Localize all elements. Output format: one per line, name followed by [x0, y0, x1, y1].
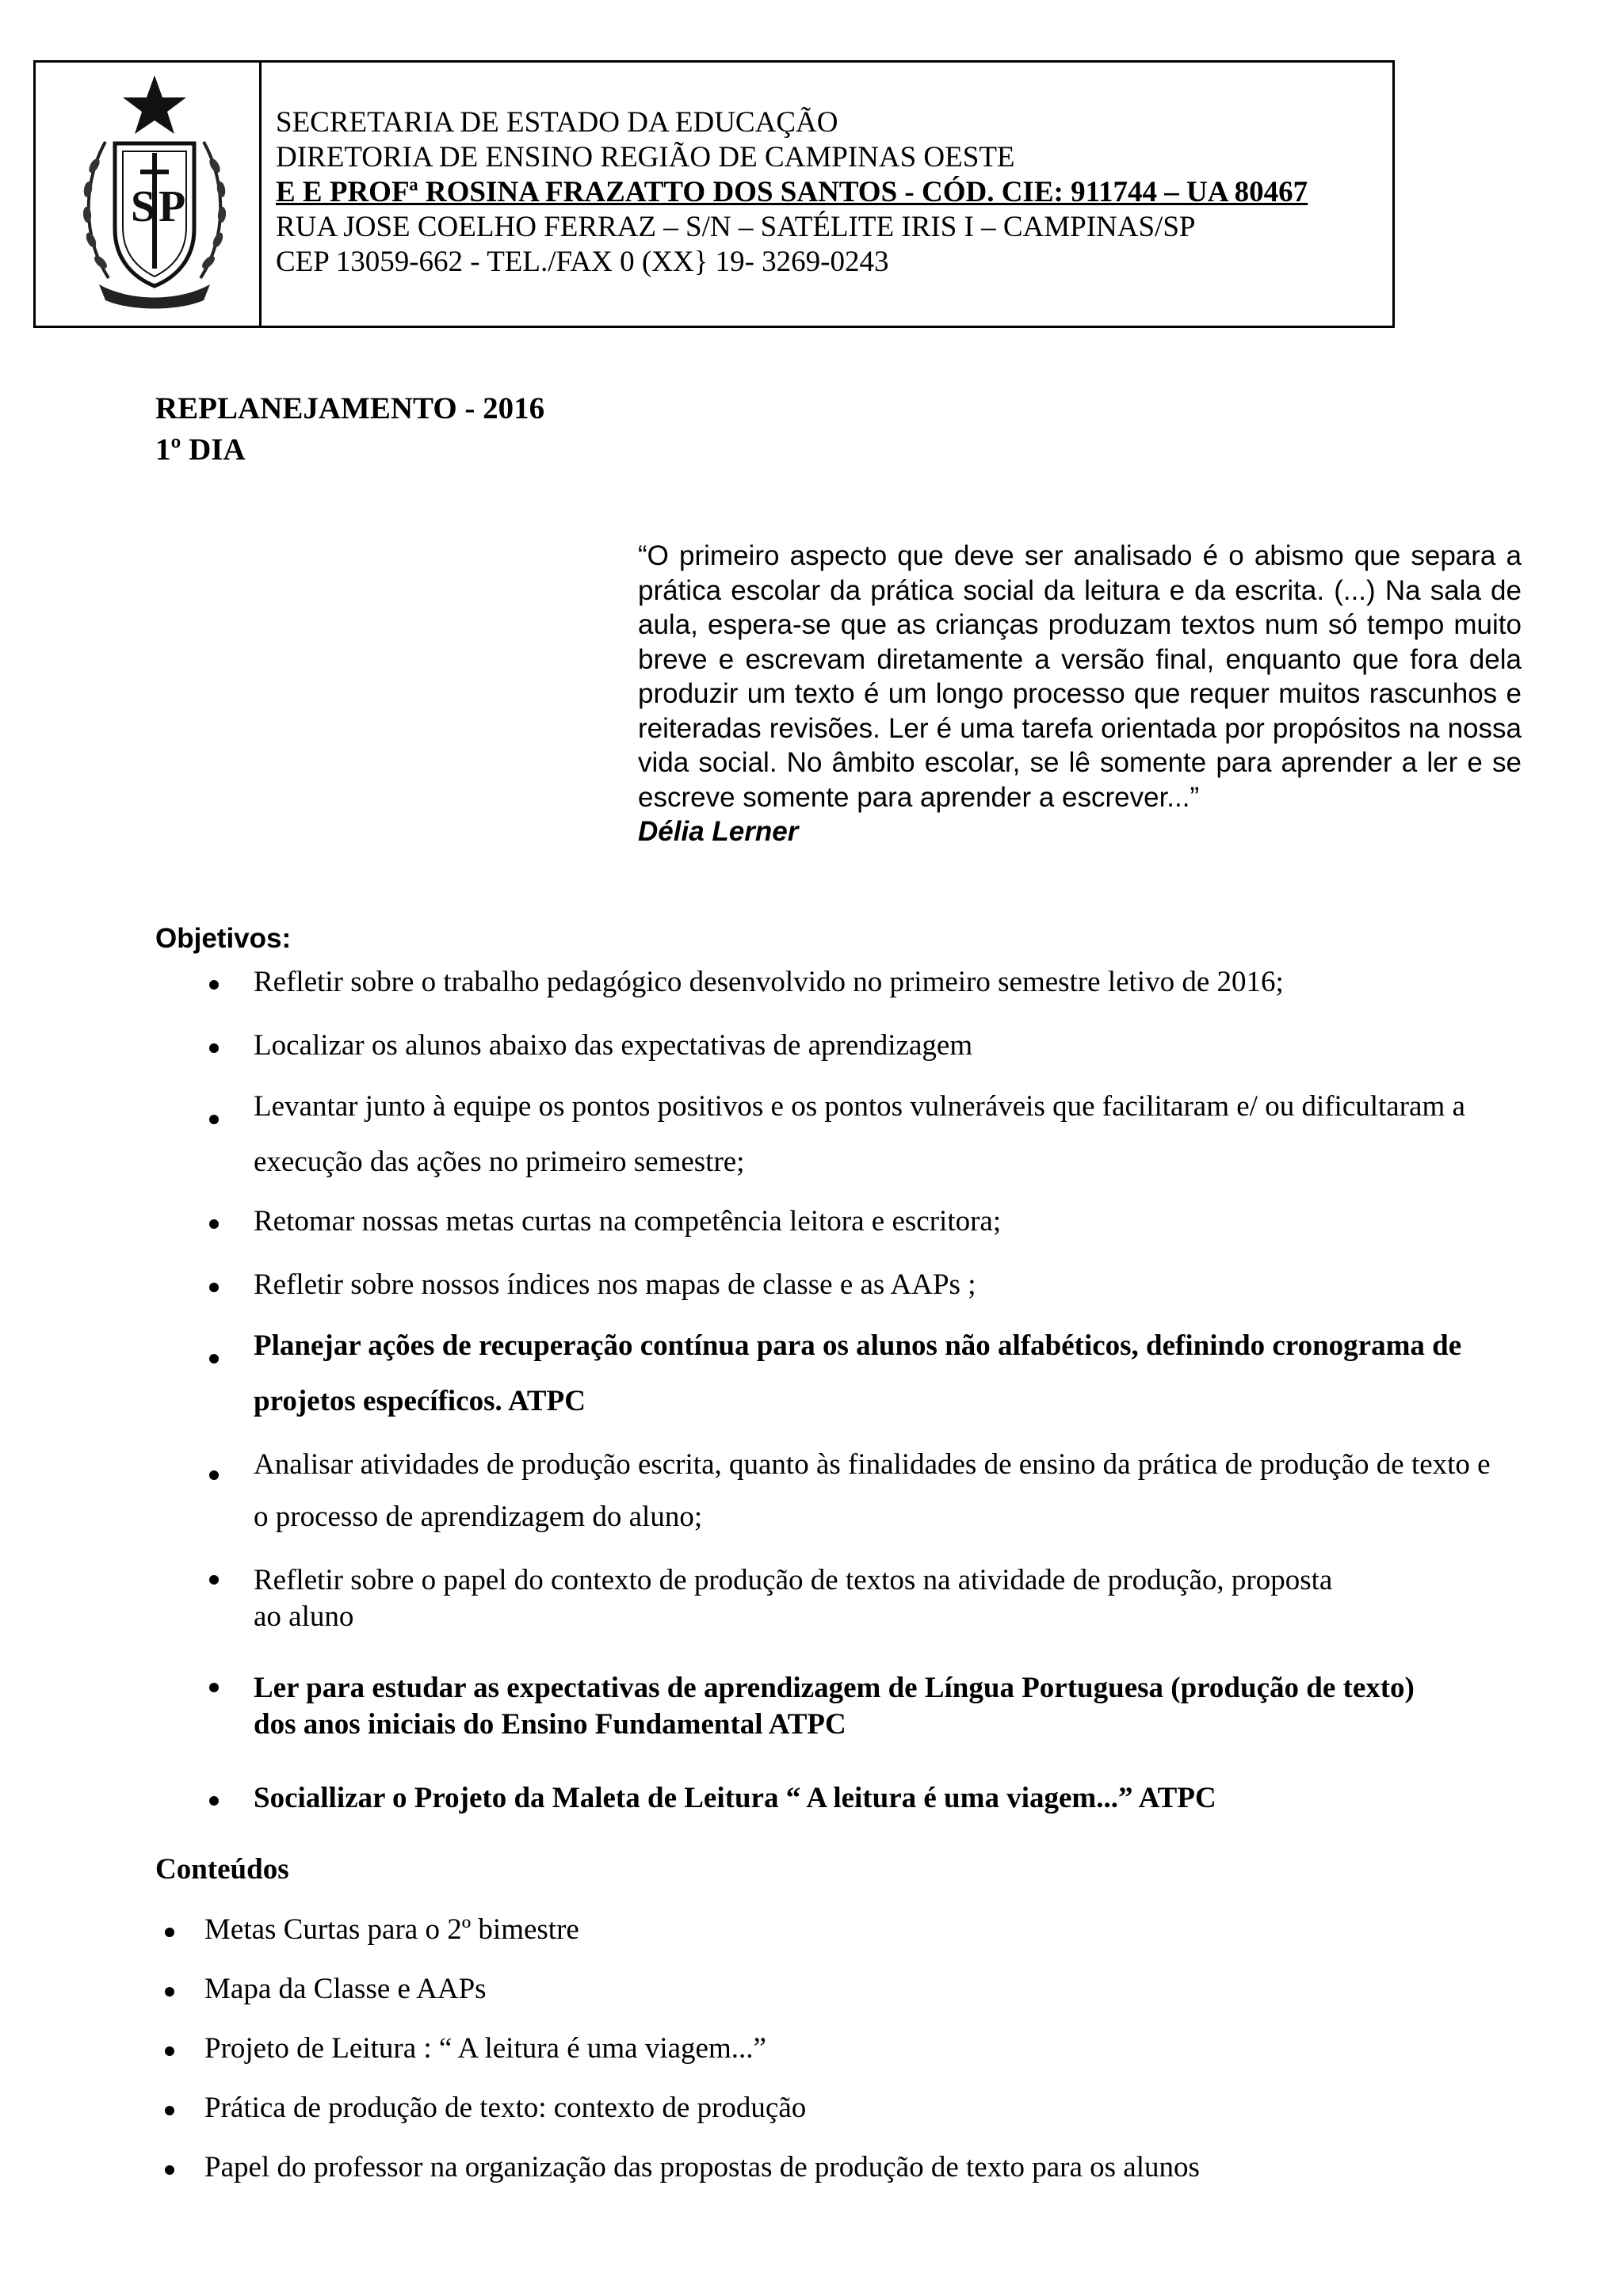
objetivo-item: Ler para estudar as expectativas de aprendizagem de Língua Portuguesa (produção de texto) dos anos iniciais do Ensino Fundamental ATPC [254, 1670, 1537, 1743]
conteudos-heading: Conteúdos [155, 1853, 289, 1886]
objetivo-item: Localizar os alunos abaixo das expectativas de aprendizagem [254, 1028, 1537, 1062]
svg-text:P: P [158, 182, 186, 231]
header-line-address: RUA JOSE COELHO FERRAZ – S/N – SATÉLITE IRIS I – CAMPINAS/SP [276, 211, 1196, 243]
header-line-secretaria: SECRETARIA DE ESTADO DA EDUCAÇÃO [276, 106, 838, 139]
letterhead-text [276, 105, 1308, 280]
bullet-icon [209, 1043, 219, 1053]
sao-paulo-coat-of-arms-icon [67, 71, 242, 316]
bullet-icon [209, 1115, 219, 1124]
bullet-icon [209, 980, 219, 990]
bullet-icon [209, 1575, 219, 1585]
title-line-replanejamento: REPLANEJAMENTO - 2016 [155, 391, 545, 425]
conteudo-item: Prática de produção de texto: contexto de produção [204, 2091, 1472, 2125]
quote-text: “O primeiro aspecto que deve ser analisado é o abismo que separa a prática escolar da prática social da leitura e da escrita. (...) Na sala de aula, espera-se que as crianças produzam textos num só tempo muito breve e escrevam diretamente a versão final, enquanto que fora dela produzir um texto é um longo processo que requer muitos rascunhos e reiteradas revisões. Ler é uma tarefa orientada por propósitos na nossa vida social. No âmbito escolar, se lê somente para aprender a ler e se escreve somente para aprender a escrever...” [638, 540, 1522, 813]
page-title [155, 388, 544, 471]
seal-letters: S [131, 182, 156, 231]
bullet-icon [209, 1683, 219, 1692]
bullet-icon [165, 1928, 174, 1937]
quote-author: Délia Lerner [638, 816, 799, 847]
objetivo-item: Retomar nossas metas curtas na competência leitora e escritora; [254, 1204, 1537, 1238]
objetivo-item: Sociallizar o Projeto da Maleta de Leitura “ A leitura é uma viagem...” ATPC [254, 1781, 1537, 1815]
objetivos-heading: Objetivos: [155, 923, 292, 954]
bullet-icon [209, 1219, 219, 1229]
bullet-icon [165, 2106, 174, 2115]
letterhead-box [33, 60, 1395, 328]
bullet-icon [209, 1283, 219, 1292]
title-line-dia: 1º DIA [155, 433, 246, 467]
bullet-icon [209, 1354, 219, 1363]
header-line-school: E E PROFª ROSINA FRAZATTO DOS SANTOS - CÓD. CIE: 911744 – UA 80467 [276, 176, 1308, 208]
header-line-diretoria: DIRETORIA DE ENSINO REGIÃO DE CAMPINAS OESTE [276, 141, 1015, 174]
objetivo-item: Refletir sobre o papel do contexto de produção de textos na atividade de produção, proposta ao aluno [254, 1562, 1537, 1635]
bullet-icon [165, 2165, 174, 2175]
conteudo-item: Metas Curtas para o 2º bimestre [204, 1913, 1472, 1947]
objetivo-item: Levantar junto à equipe os pontos positivos e os pontos vulneráveis que facilitaram e/ ou dificultaram a execução das ações no primeiro semestre; [254, 1092, 1537, 1190]
objetivo-item: Refletir sobre o trabalho pedagógico desenvolvido no primeiro semestre letivo de 2016; [254, 965, 1537, 999]
bullet-icon [165, 2046, 174, 2056]
header-divider [259, 63, 262, 326]
conteudo-item: Projeto de Leitura : “ A leitura é uma viagem...” [204, 2031, 1472, 2065]
conteudo-item: Papel do professor na organização das propostas de produção de texto para os alunos [204, 2150, 1472, 2184]
conteudo-item: Mapa da Classe e AAPs [204, 1972, 1472, 2006]
objetivo-item: Planejar ações de recuperação contínua para os alunos não alfabéticos, definindo cronograma de projetos específicos. ATPC [254, 1331, 1537, 1429]
bullet-icon [209, 1796, 219, 1806]
objetivo-item: Analisar atividades de produção escrita, quanto às finalidades de ensino da prática de produção de texto e o processo de aprendizagem do aluno; [254, 1450, 1537, 1543]
header-line-contact: CEP 13059-662 - TEL./FAX 0 (XX} 19- 3269-0243 [276, 246, 889, 278]
objetivo-item: Refletir sobre nossos índices nos mapas de classe e as AAPs ; [254, 1268, 1537, 1302]
bullet-icon [165, 1987, 174, 1997]
epigraph-quote [638, 539, 1522, 849]
bullet-icon [209, 1470, 219, 1480]
